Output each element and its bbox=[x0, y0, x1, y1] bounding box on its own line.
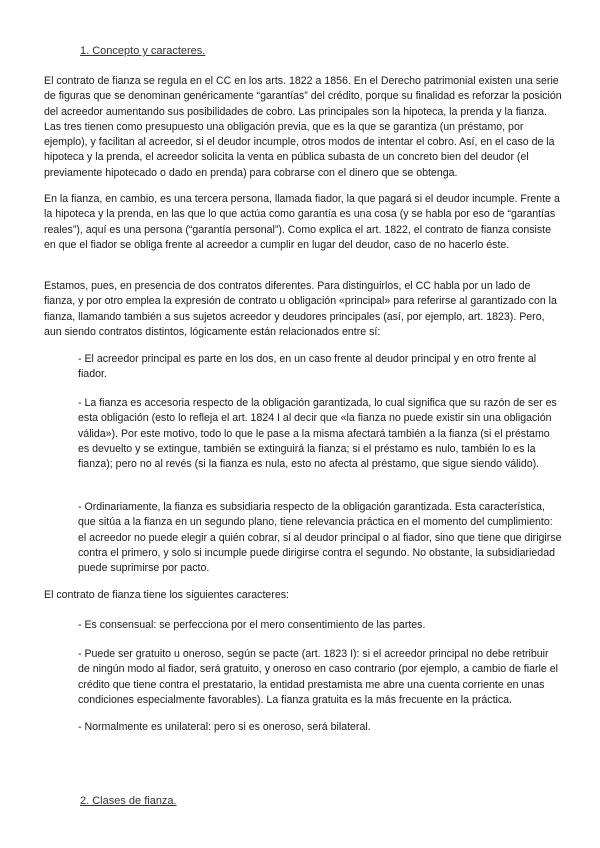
section-heading-clases: 2. Clases de fianza. bbox=[80, 795, 177, 807]
list-item-consensual: - Es consensual: se perfecciona por el mero consentimiento de las partes. bbox=[78, 619, 426, 631]
list-item-accesoria: - La fianza es accesoria respecto de la obligación garantizada, lo cual significa que su razón de ser es esta obligación (esto lo refleja el art. 1824 I al decir que «la fianza no puede existir sin una obligación válida»). Por este motivo, todo lo que le pase a la misma afectará también a la fianza (si el préstamo es devuelto y se extingue, también se extinguirá la fianza; si el préstamo es nulo, también lo es la fianza); pero no al revés (si la fianza es nula, esto no afecta al préstamo, que sigue siendo válido). bbox=[78, 397, 557, 471]
paragraph-dos-contratos: Estamos, pues, en presencia de dos contratos diferentes. Para distinguirlos, el CC habla por un lado de fianza, y por otro emplea la expresión de contrato u obligación «principal» para referirse al garantizado con la fianza, llamando también a sus sujetos acreedor y deudores principales (así, por ejemplo, art. 1823). Pero, aun siendo contratos distintos, lógicamente están relacionados entre sí: bbox=[44, 280, 557, 338]
paragraph-fianza-tercero: En la fianza, en cambio, es una tercera persona, llamada fiador, la que pagará si el deudor incumple. Frente a la hipoteca y la prenda, en las que lo que actúa como garantía es una cosa (y se habla por eso de “garantías reales”), aquí es una persona (“garantía personal”). Como explica el art. 1822, el contrato de fianza consiste en que el fiador se obliga frente al acreedor a cumplir en lugar del deudor, caso de no hacerlo éste. bbox=[44, 193, 560, 251]
paragraph-regulacion: El contrato de fianza se regula en el CC en los arts. 1822 a 1856. En el Derecho patrimonial existen una serie de figuras que se denominan genéricamente “garantías” del crédito, porque su finalidad es reforzar la posición del acreedor aumentando sus posibilidades de cobro. Las principales son la hipoteca, la prenda y la fianza. Las tres tienen como presupuesto una obligación previa, que es la que se garantiza (un préstamo, por ejemplo), y facilitan al acreedor, si el deudor incumple, otros modos de intentar el cobro. Así, en el caso de la hipoteca y la prenda, el acreedor solicita la venta en pública subasta de un concreto bien del deudor (el previamente hipotecado o dado en prenda) para cobrarse con el dinero que se obtenga. bbox=[44, 75, 562, 179]
paragraph-caracteres-intro: El contrato de fianza tiene los siguientes caracteres: bbox=[44, 589, 289, 601]
list-item-unilateral: - Normalmente es unilateral: pero si es oneroso, será bilateral. bbox=[78, 721, 371, 733]
list-item-subsidiaria: - Ordinariamente, la fianza es subsidiaria respecto de la obligación garantizada. Esta característica, que sitúa a la fianza en un segundo plano, tiene relevancia práctica en el momento del cumplimiento: el acreedor no puede elegir a quién cobrar, si al deudor principal o al fiador, sino que tiene que dirigirse contra el primero, y solo si incumple puede dirigirse contra el segundo. No obstante, la subsidiariedad puede suprimirse por pacto. bbox=[78, 501, 562, 575]
section-heading-concepto: 1. Concepto y caracteres. bbox=[80, 45, 206, 57]
list-item-gratuito-oneroso: - Puede ser gratuito u oneroso, según se pacte (art. 1823 I): si el acreedor principal no debe retribuir de ningún modo al fiador, será gratuito, y oneroso en caso contrario (por ejemplo, a cambio de fiarle el crédito que tiene contra el prestatario, la entidad prestamista me abre una cuenta corriente en unas condiciones especialmente favorables). La fianza gratuita es la más frecuente en la práctica. bbox=[78, 648, 558, 706]
list-item-acreedor-parte: - El acreedor principal es parte en los dos, en un caso frente al deudor principal y en otro frente al fiador. bbox=[78, 353, 537, 381]
